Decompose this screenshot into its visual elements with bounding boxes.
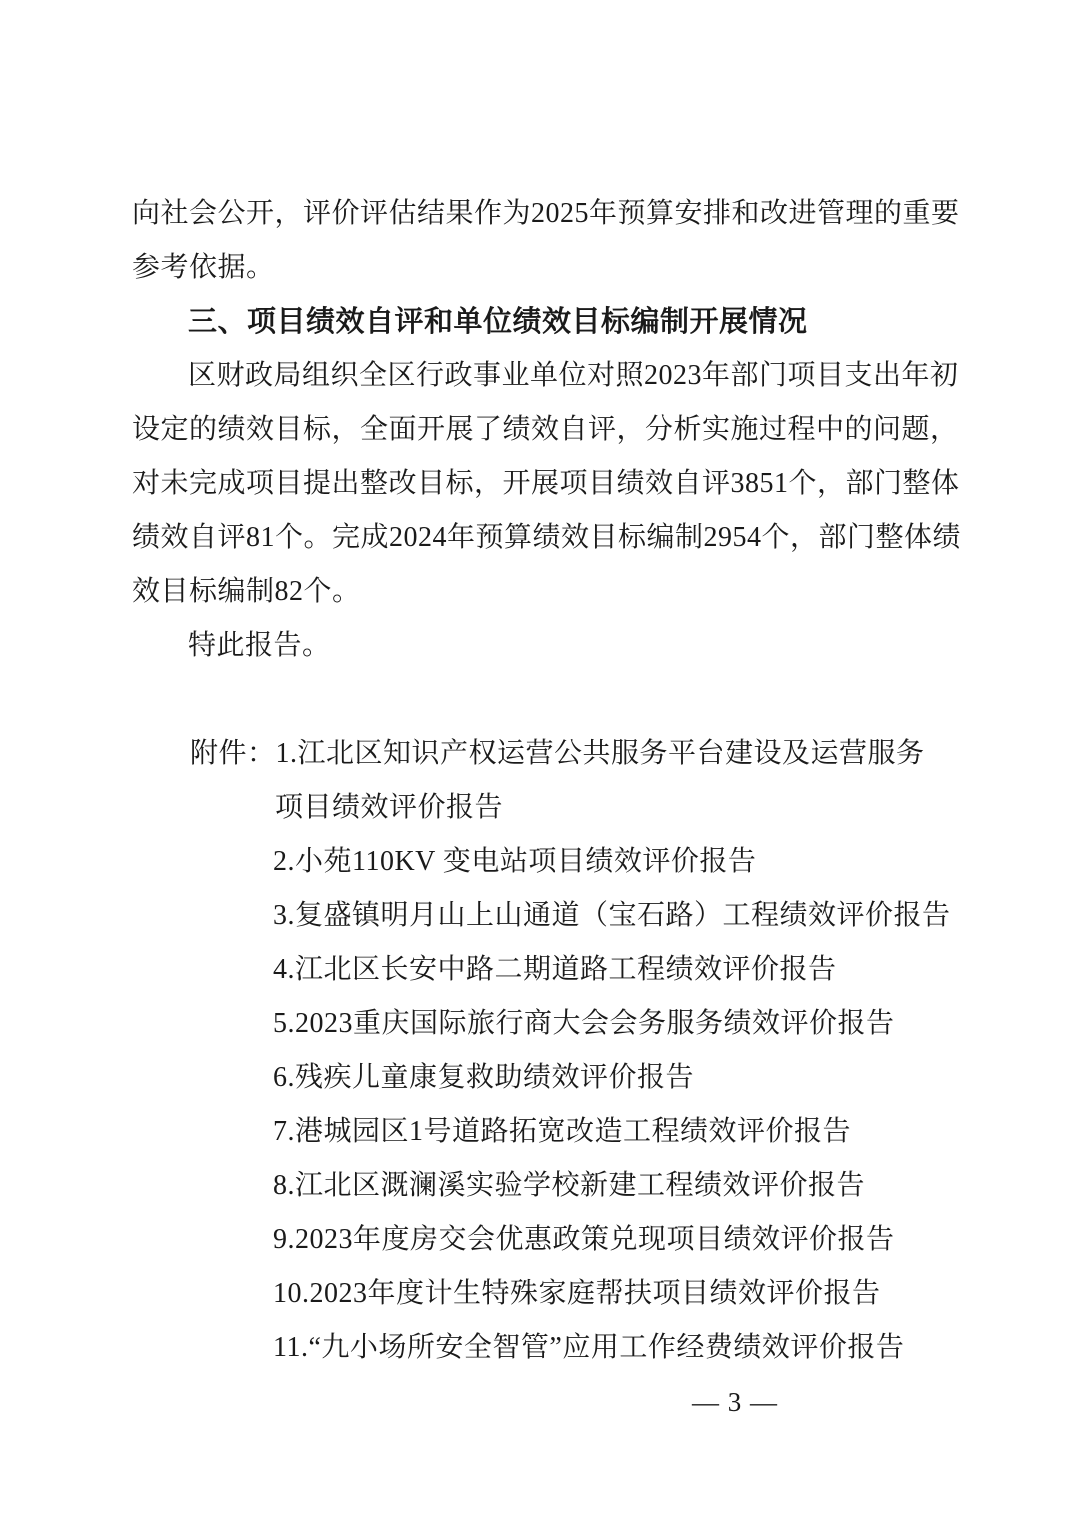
section-heading: 三、项目绩效自评和单位绩效目标编制开展情况	[188, 306, 808, 338]
attachment-item-2: 2.小苑110KV 变电站项目绩效评价报告	[273, 846, 757, 877]
paragraph-intro-line-1: 向社会公开，评价评估结果作为2025年预算安排和改进管理的重要	[132, 198, 960, 229]
paragraph-main-line-5: 效目标编制82个。	[132, 576, 361, 607]
attachments-label: 附件：	[190, 738, 276, 769]
attachment-line-1	[132, 727, 942, 781]
attachment-item-5: 5.2023重庆国际旅行商大会会务服务绩效评价报告	[273, 1008, 895, 1039]
attachment-item-8: 8.江北区溉澜溪实验学校新建工程绩效评价报告	[273, 1170, 866, 1201]
attachment-item-1-continuation: 项目绩效评价报告	[275, 792, 504, 823]
paragraph-main-line-2: 设定的绩效目标，全面开展了绩效自评，分析实施过程中的问题，	[132, 414, 959, 445]
attachment-item-6: 6.残疾儿童康复救助绩效评价报告	[273, 1062, 695, 1093]
attachment-item-7: 7.港城园区1号道路拓宽改造工程绩效评价报告	[273, 1116, 852, 1147]
attachment-item-1: 1.江北区知识产权运营公共服务平台建设及运营服务	[275, 738, 925, 769]
closing-statement: 特此报告。	[188, 630, 331, 661]
spacer-line	[132, 673, 942, 727]
attachment-item-3: 3.复盛镇明月山上山通道（宝石路）工程绩效评价报告	[273, 900, 951, 931]
attachment-item-4: 4.江北区长安中路二期道路工程绩效评价报告	[273, 954, 837, 985]
paragraph-main-line-4: 绩效自评81个。完成2024年预算绩效目标编制2954个，部门整体绩	[132, 522, 962, 553]
attachment-item-11: 11.“九小场所安全智管”应用工作经费绩效评价报告	[273, 1332, 905, 1363]
page-number: — 3 —	[692, 1387, 778, 1417]
attachment-item-10: 10.2023年度计生特殊家庭帮扶项目绩效评价报告	[273, 1278, 881, 1309]
paragraph-intro-line-2: 参考依据。	[132, 252, 275, 283]
paragraph-main-line-1: 区财政局组织全区行政事业单位对照2023年部门项目支出年初	[188, 360, 959, 391]
attachment-item-9: 9.2023年度房交会优惠政策兑现项目绩效评价报告	[273, 1224, 895, 1255]
paragraph-main-line-3: 对未完成项目提出整改目标，开展项目绩效自评3851个，部门整体	[132, 468, 960, 499]
